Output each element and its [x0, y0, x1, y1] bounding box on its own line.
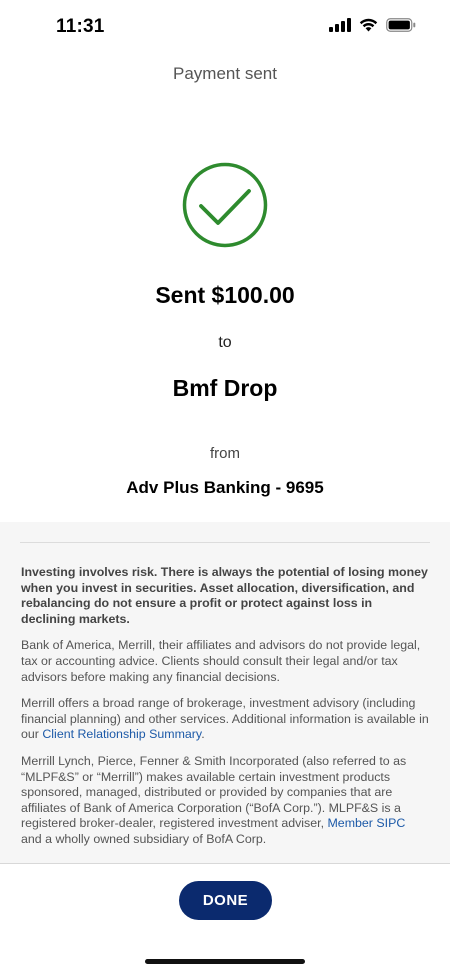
risk-disclosure: Investing involves risk. There is always the potential of losing money when you invest in securities. Asset allocation, diversification, and rebalancing do not ensure a profit or protect against loss in declining markets. [21, 565, 428, 626]
status-time: 11:31 [56, 16, 105, 37]
home-indicator [145, 959, 305, 964]
advice-disclosure: Bank of America, Merrill, their affiliates and advisors do not provide legal, tax or accounting advice. Clients should consult their legal and/or tax advisors before making any financial decisions. [21, 638, 421, 684]
member-sipc-link[interactable]: Member SIPC [327, 816, 406, 831]
merrill-disclosure-end: and a wholly owned subsidiary of BofA Corp. [21, 831, 267, 846]
services-disclosure-end: . [201, 727, 205, 742]
page-title: Payment sent [173, 64, 277, 83]
merrill-disclosure-text: Merrill Lynch, Pierce, Fenner & Smith Incorporated (also referred to as “MLPF&S” or “Merrill”) makes available certain investment products sponsored, managed, distributed or provided by companies that are affiliates of Bank of America Corporation (“BofA Corp.”). MLPF&S is a registered broker-dealer, registered investment adviser, [21, 753, 407, 831]
cellular-signal-icon [329, 18, 351, 32]
sent-amount: Sent $100.00 [155, 282, 295, 308]
wifi-icon [359, 18, 378, 32]
services-disclosure [21, 696, 429, 743]
from-label: from [210, 445, 240, 462]
to-label: to [218, 334, 232, 351]
merrill-disclosure [21, 754, 429, 848]
divider [20, 542, 430, 543]
checkmark-circle-icon [182, 162, 268, 248]
status-bar [0, 0, 450, 54]
recipient-name: Bmf Drop [172, 375, 278, 401]
done-button[interactable]: DONE [179, 881, 272, 920]
services-disclosure-text: Merrill offers a broad range of brokerage, investment advisory (including financial planning) and other services. Additional information is available in our [21, 696, 429, 742]
source-account: Adv Plus Banking - 9695 [126, 478, 324, 497]
disclosures-section [0, 522, 450, 863]
battery-icon [386, 18, 416, 32]
status-icons [329, 18, 416, 32]
disclosures-text [21, 565, 429, 859]
client-relationship-summary-link[interactable]: Client Relationship Summary [42, 727, 202, 742]
footer [0, 864, 450, 973]
